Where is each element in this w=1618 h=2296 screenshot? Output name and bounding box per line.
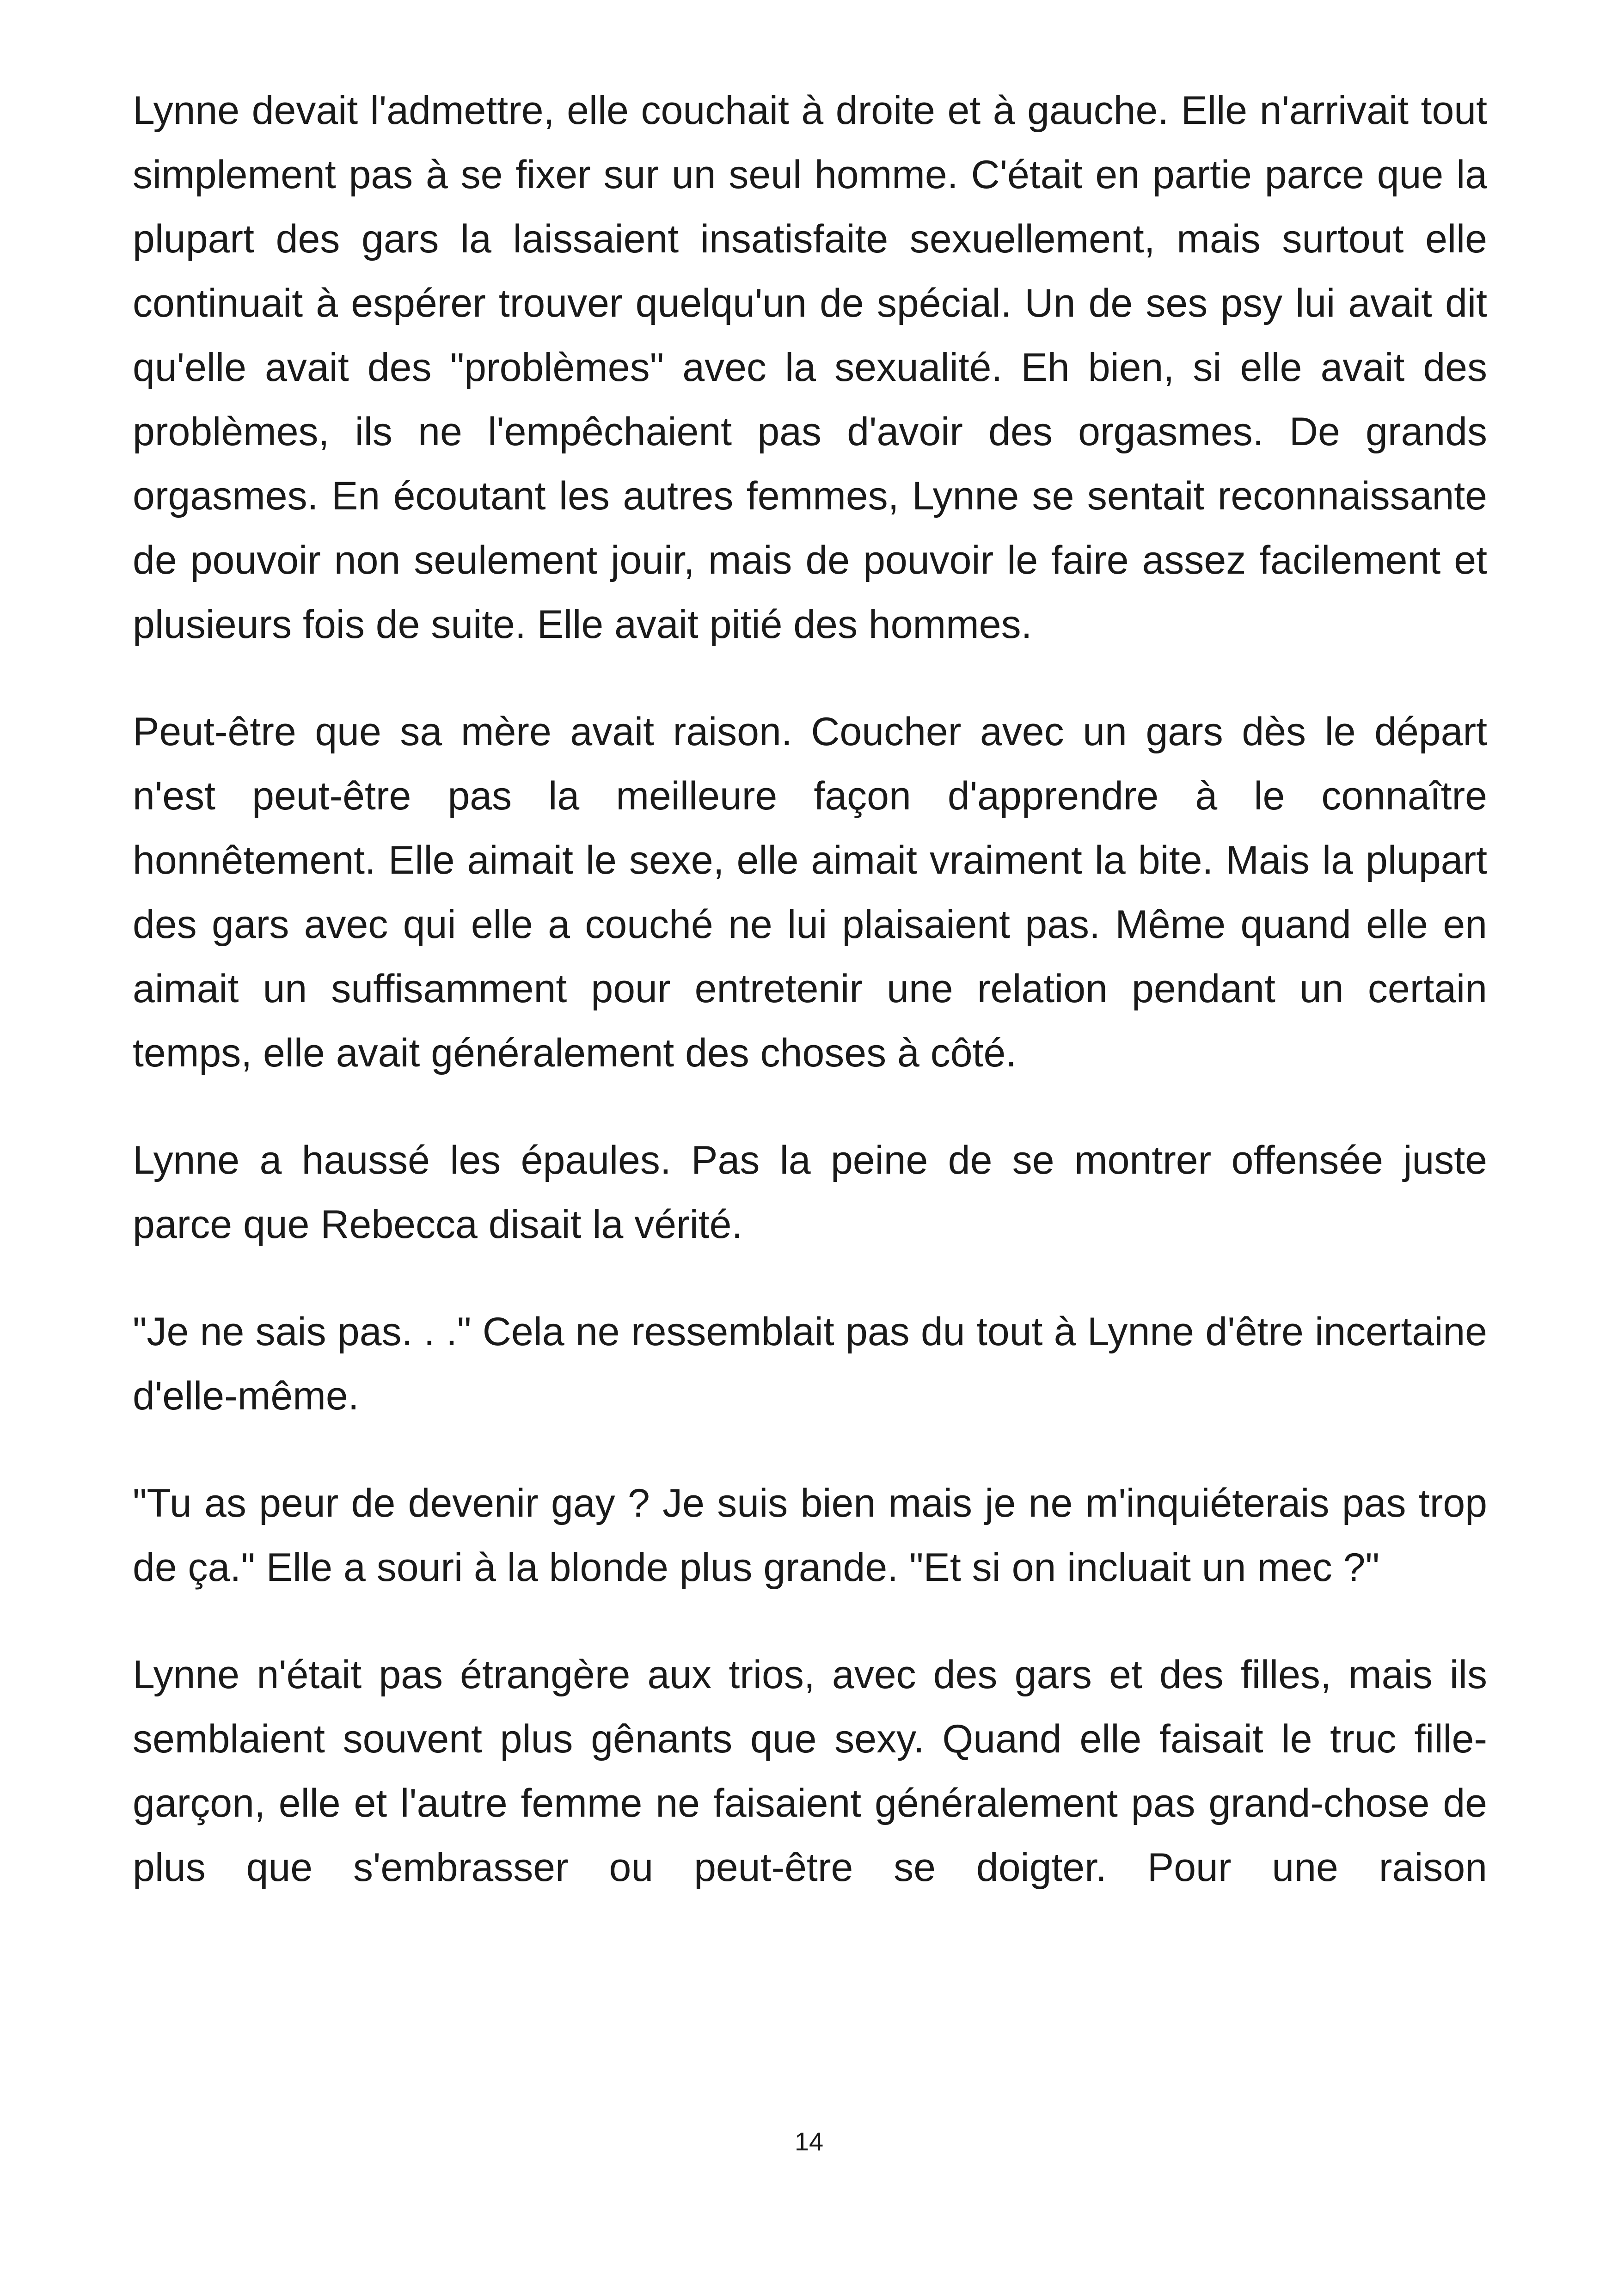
page-number: 14 xyxy=(794,2127,824,2156)
paragraph-2: Peut-être que sa mère avait raison. Coucher avec un gars dès le départ n'est peut-être pas la meilleure façon d'apprendre à le connaître honnêtement. Elle aimait le sexe, elle aimait vraiment la bite. Mais la plupart des gars avec qui elle a couché ne lui plaisaient pas. Même quand elle en aimait un suffisamment pour entretenir une relation pendant un certain temps, elle avait généralement des choses à côté. xyxy=(133,710,1487,1075)
text-body xyxy=(133,79,1487,1943)
paragraph-1: Lynne devait l'admettre, elle couchait à droite et à gauche. Elle n'arrivait tout simplement pas à se fixer sur un seul homme. C'était en partie parce que la plupart des gars la laissaient insatisfaite sexuellement, mais surtout elle continuait à espérer trouver quelqu'un de spécial. Un de ses psy lui avait dit qu'elle avait des "problèmes" avec la sexualité. Eh bien, si elle avait des problèmes, ils ne l'empêchaient pas d'avoir des orgasmes. De grands orgasmes. En écoutant les autres femmes, Lynne se sentait reconnaissante de pouvoir non seulement jouir, mais de pouvoir le faire assez facilement et plusieurs fois de suite. Elle avait pitié des hommes. xyxy=(133,88,1487,647)
paragraph-6: Lynne n'était pas étrangère aux trios, avec des gars et des filles, mais ils semblaient souvent plus gênants que sexy. Quand elle faisait le truc fille-garçon, elle et l'autre femme ne faisaient généralement pas grand-chose de plus que s'embrasser ou peut-être se doigter. Pour une raison xyxy=(133,1653,1487,1890)
paragraph-5: "Tu as peur de devenir gay ? Je suis bien mais je ne m'inquiéterais pas trop de ça." Elle a souri à la blonde plus grande. "Et si on incluait un mec ?" xyxy=(133,1481,1487,1590)
paragraph-4: "Je ne sais pas. . ." Cela ne ressemblait pas du tout à Lynne d'être incertaine d'elle-même. xyxy=(133,1310,1487,1418)
paragraph-3: Lynne a haussé les épaules. Pas la peine de se montrer offensée juste parce que Rebecca disait la vérité. xyxy=(133,1138,1487,1247)
